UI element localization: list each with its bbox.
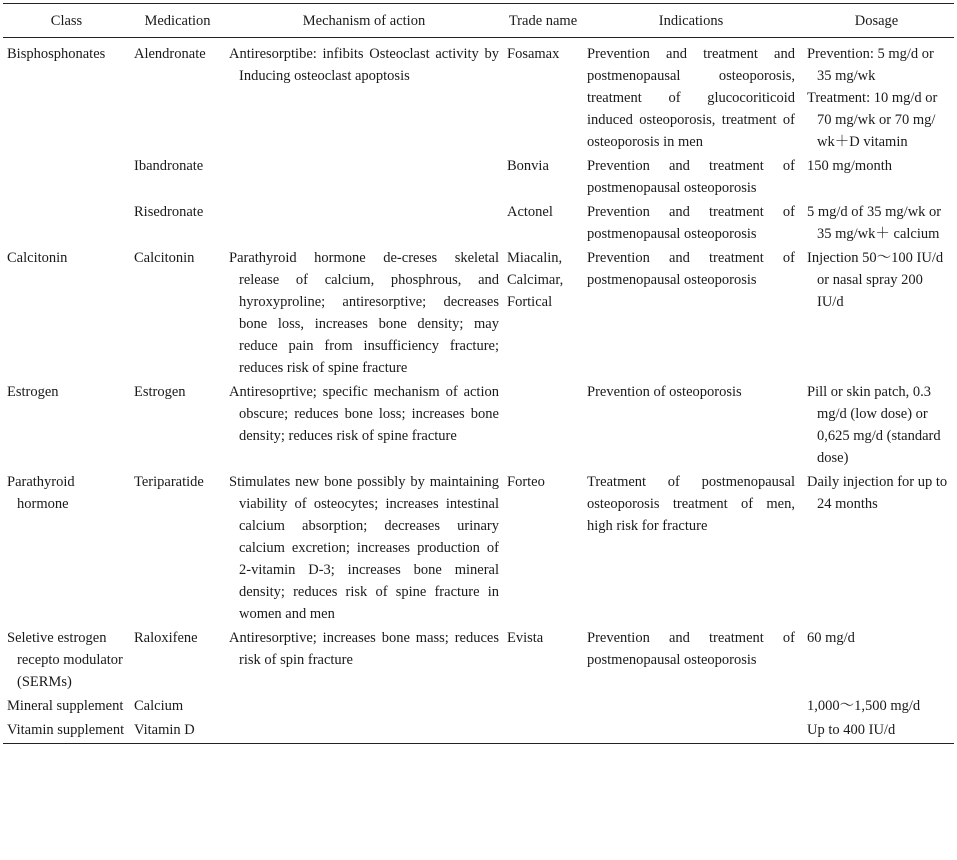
cell-dosage [799, 155, 954, 201]
cell-dosage [799, 471, 954, 627]
cell-class: Bisphosphonates [7, 46, 106, 62]
table-row [3, 38, 954, 156]
table-row [3, 719, 954, 744]
header-dosage: Dosage [854, 12, 899, 29]
cell-trade-name: Evista [507, 630, 544, 646]
table-row [3, 627, 954, 695]
cell-dosage [799, 247, 954, 381]
cell-medication: Raloxifene [134, 630, 198, 646]
cell-class: Seletive estrogen recepto modulator (SERMs) [7, 630, 123, 690]
cell-class: Parathyroid hormone [7, 474, 75, 512]
table-header [3, 4, 954, 38]
dosage-line: Injection 50～100 IU/d or nasal spray 200 IU/d [807, 250, 944, 310]
cell-mechanism: Parathyroid hormone de-creses skeletal release of calcium, phosphrous, and hyroxyproline; antiresorptive; decreases bone loss, increases bone density; may reduce pain from insufficiency fracture; reduces risk of spine fracture [229, 250, 499, 376]
cell-dosage [799, 627, 954, 695]
cell-trade-name: Actonel [507, 204, 553, 220]
cell-medication: Calcium [134, 698, 184, 714]
cell-medication: Risedronate [134, 204, 204, 220]
cell-indications: Prevention and treatment of postmenopausal osteoporosis [587, 204, 795, 242]
dosage-line: 150 mg/month [807, 158, 892, 174]
cell-mechanism: Stimulates new bone possibly by maintaining viability of osteocytes; increases intestinal calcium absorption; decreases urinary calcium excretion; increases production of 2-vitamin D-3; increases bone mineral density; reduces risk of spine fracture in women and men [229, 474, 499, 622]
cell-medication: Vitamin D [134, 722, 195, 738]
header-row [3, 4, 954, 38]
header-trade-name: Trade name [508, 12, 578, 29]
dosage-line: Treatment: 10 mg/d or 70 mg/wk or 70 mg/ wk＋D vitamin [807, 90, 938, 150]
cell-mechanism: Antiresorptibe: infibits Osteoclast activity by Inducing osteoclast apoptosis [229, 46, 499, 84]
table-row [3, 155, 954, 201]
cell-indications: Prevention and treatment of postmenopausal osteoporosis [587, 158, 795, 196]
cell-medication: Estrogen [134, 384, 186, 400]
cell-indications: Prevention and treatment of postmenopausal osteoporosis [587, 250, 795, 288]
cell-medication: Alendronate [134, 46, 206, 62]
cell-mechanism [225, 695, 503, 719]
cell-mechanism [225, 719, 503, 744]
cell-dosage [799, 38, 954, 156]
dosage-line: 5 mg/d of 35 mg/wk or 35 mg/wk＋ calcium [807, 204, 942, 242]
cell-class [3, 201, 130, 247]
dosage-line: 1,000～1,500 mg/d [807, 698, 921, 714]
cell-indications: Prevention of osteoporosis [587, 384, 742, 400]
cell-class: Estrogen [7, 384, 59, 400]
cell-trade-name [503, 381, 583, 471]
cell-indications: Prevention and treatment and postmenopausal osteoporosis, treatment of glucocoriticoid induced osteoporosis, treatment of osteoporosis in men [587, 46, 795, 150]
cell-trade-name: Miacalin, Calcimar, Fortical [507, 250, 564, 310]
dosage-line: Daily injection for up to 24 months [807, 474, 948, 512]
cell-trade-name [503, 719, 583, 744]
cell-dosage [799, 719, 954, 744]
cell-mechanism: Antiresoprtive; specific mechanism of action obscure; reduces bone loss; increases bone density; reduces risk of spine fracture [229, 384, 499, 444]
cell-dosage [799, 381, 954, 471]
dosage-line: 60 mg/d [807, 630, 855, 646]
header-medication: Medication [144, 12, 211, 29]
dosage-line: Up to 400 IU/d [807, 722, 896, 738]
cell-mechanism: Antiresorptive; increases bone mass; reduces risk of spin fracture [229, 630, 499, 668]
cell-mechanism [225, 201, 503, 247]
header-mechanism: Mechanism of action [302, 12, 426, 29]
cell-trade-name: Fosamax [507, 46, 560, 62]
cell-indications [583, 695, 799, 719]
cell-trade-name: Bonvia [507, 158, 549, 174]
cell-dosage [799, 201, 954, 247]
table-row [3, 695, 954, 719]
osteoporosis-medication-table [3, 3, 954, 744]
cell-indications [583, 719, 799, 744]
table-row [3, 381, 954, 471]
cell-indications: Treatment of postmenopausal osteoporosis treatment of men, high risk for fracture [587, 474, 795, 534]
cell-trade-name [503, 695, 583, 719]
cell-dosage [799, 695, 954, 719]
cell-class: Calcitonin [7, 250, 68, 266]
table-row [3, 247, 954, 381]
header-indications: Indications [658, 12, 724, 29]
cell-medication: Teriparatide [134, 474, 204, 490]
osteoporosis-medication-table-container [3, 3, 954, 744]
cell-class: Vitamin supplement [7, 722, 125, 738]
table-body [3, 38, 954, 744]
table-row [3, 471, 954, 627]
cell-indications: Prevention and treatment of postmenopausal osteoporosis [587, 630, 795, 668]
header-class: Class [50, 12, 83, 29]
cell-class: Mineral supplement [7, 698, 124, 714]
cell-mechanism [225, 155, 503, 201]
table-row [3, 201, 954, 247]
cell-class [3, 155, 130, 201]
cell-trade-name: Forteo [507, 474, 545, 490]
cell-medication: Ibandronate [134, 158, 204, 174]
dosage-line: Prevention: 5 mg/d or 35 mg/wk [807, 46, 934, 84]
dosage-line: Pill or skin patch, 0.3 mg/d (low dose) or 0,625 mg/d (standard dose) [807, 384, 941, 466]
cell-medication: Calcitonin [134, 250, 195, 266]
